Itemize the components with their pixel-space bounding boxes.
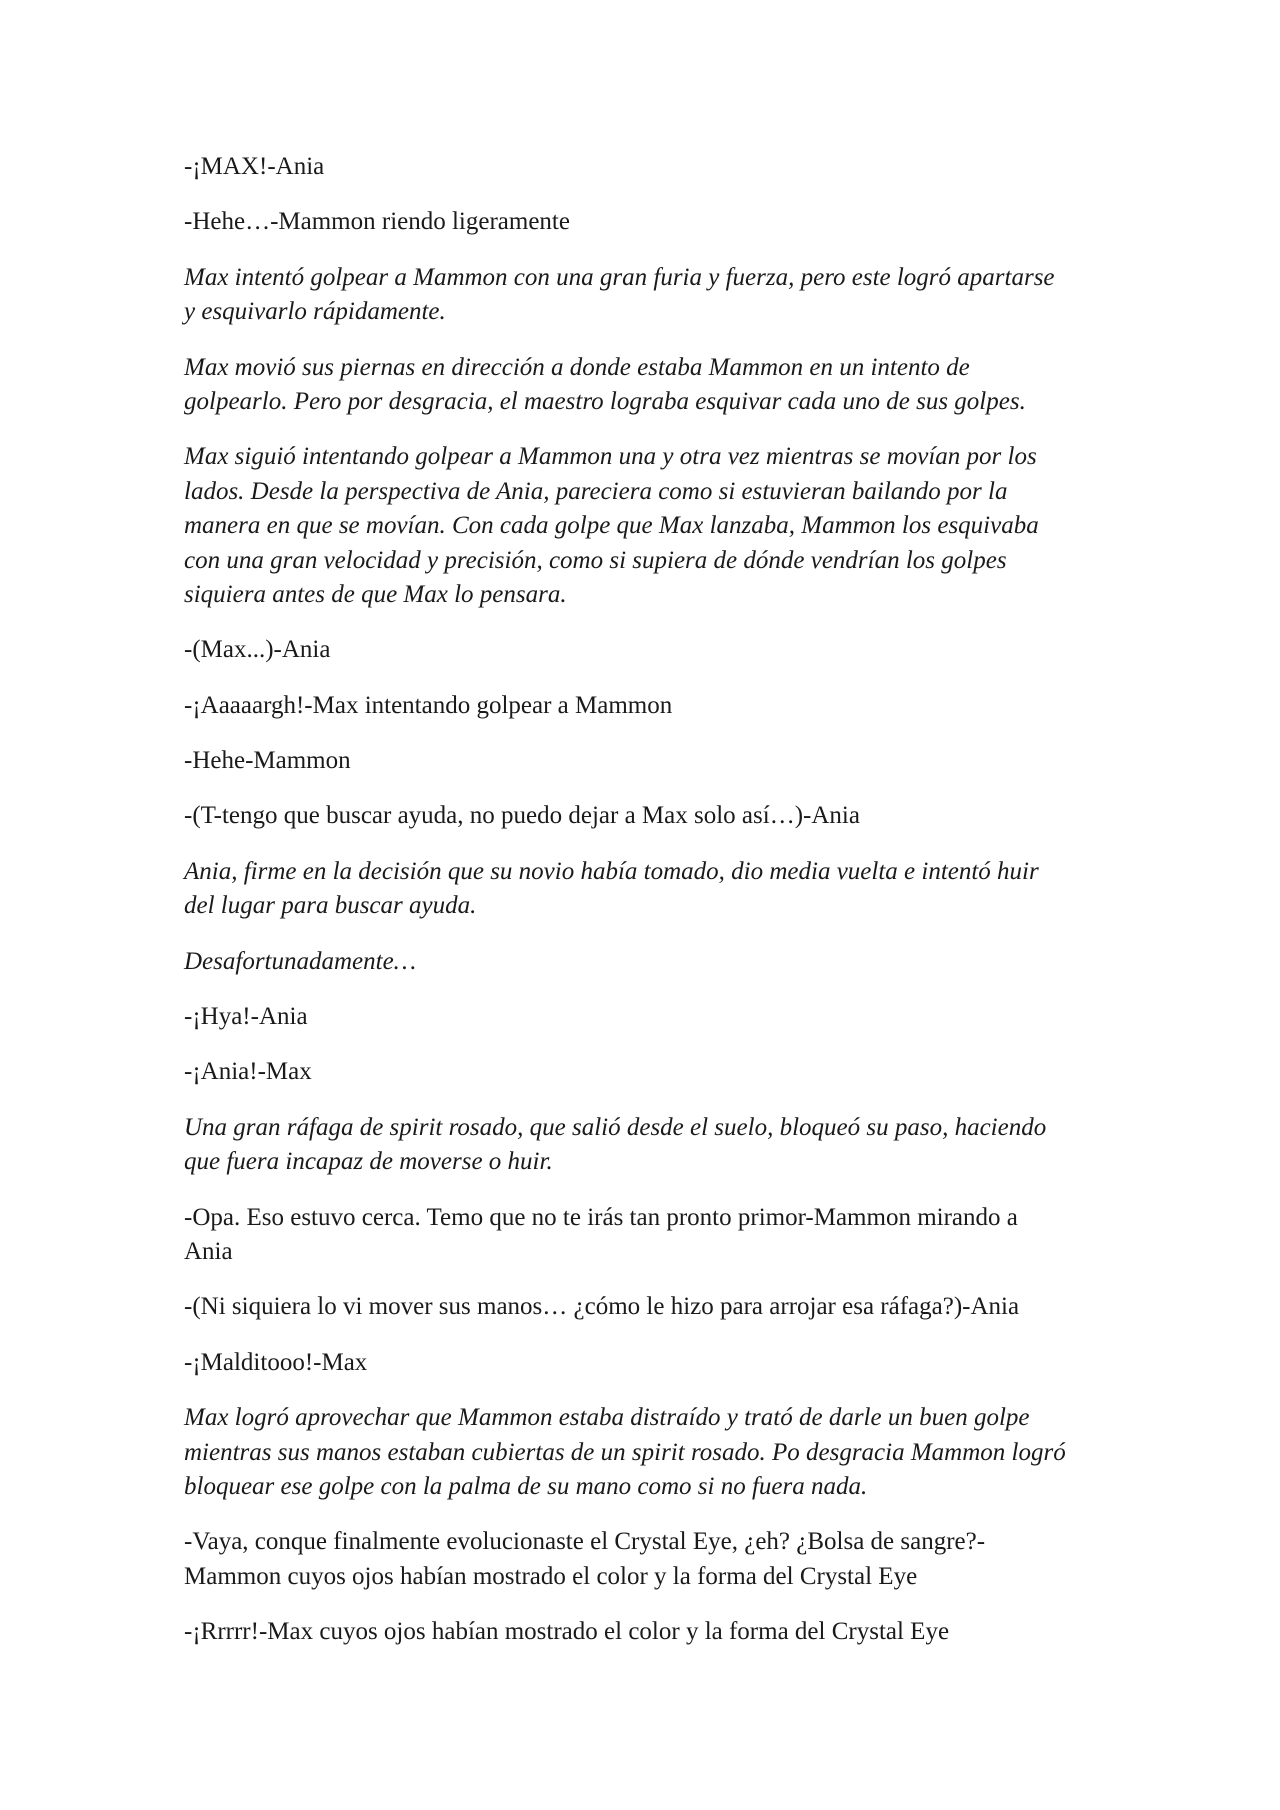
narration-paragraph (184, 440, 1114, 612)
text-line: Ania (184, 1237, 233, 1265)
text-line: con una gran velocidad y precisión, como si supiera de dónde vendrían los golpes (184, 546, 1007, 574)
dialogue-paragraph (184, 1525, 1114, 1594)
dialogue-paragraph (184, 1055, 1114, 1089)
dialogue-paragraph (184, 1000, 1114, 1034)
text-line: siquiera antes de que Max lo pensara. (184, 580, 567, 608)
text-line: Ania, firme en la decisión que su novio había tomado, dio media vuelta e intentó huir (184, 857, 1039, 885)
text-line: -Hehe…-Mammon riendo ligeramente (184, 208, 570, 236)
dialogue-paragraph (184, 799, 1114, 833)
dialogue-paragraph (184, 1201, 1114, 1270)
text-line: -¡Hya!-Ania (184, 1003, 308, 1031)
text-line: -Opa. Eso estuvo cerca. Temo que no te irás tan pronto primor-Mammon mirando a (184, 1203, 1018, 1231)
narration-paragraph (184, 945, 1114, 979)
text-line: Una gran ráfaga de spirit rosado, que salió desde el suelo, bloqueó su paso, haciendo (184, 1113, 1047, 1141)
dialogue-paragraph (184, 205, 1114, 239)
document-page (184, 150, 1114, 1671)
text-line: -Hehe-Mammon (184, 747, 351, 775)
text-line: que fuera incapaz de moverse o huir. (184, 1148, 553, 1176)
dialogue-paragraph (184, 633, 1114, 667)
text-line: Max logró aprovechar que Mammon estaba distraído y trató de darle un buen golpe (184, 1404, 1030, 1432)
text-line: -¡Rrrrr!-Max cuyos ojos habían mostrado el color y la forma del Crystal Eye (184, 1618, 950, 1646)
text-line: bloquear ese golpe con la palma de su mano como si no fuera nada. (184, 1472, 868, 1500)
text-line: -¡Aaaaargh!-Max intentando golpear a Mammon (184, 691, 673, 719)
text-line: golpearlo. Pero por desgracia, el maestro lograba esquivar cada uno de sus golpes. (184, 387, 1026, 415)
narration-paragraph (184, 855, 1114, 924)
dialogue-paragraph (184, 1346, 1114, 1380)
text-line: Max siguió intentando golpear a Mammon una y otra vez mientras se movían por los (184, 443, 1037, 471)
dialogue-paragraph (184, 689, 1114, 723)
text-line: Desafortunadamente… (184, 947, 416, 975)
text-line: -¡Ania!-Max (184, 1058, 312, 1086)
text-line: -¡MAX!-Ania (184, 153, 325, 180)
text-line: -(Max...)-Ania (184, 636, 331, 664)
text-line: y esquivarlo rápidamente. (184, 298, 446, 326)
text-line: manera en que se movían. Con cada golpe que Max lanzaba, Mammon los esquivaba (184, 512, 1039, 540)
narration-paragraph (184, 1111, 1114, 1180)
text-line: -Vaya, conque finalmente evolucionaste el Crystal Eye, ¿eh? ¿Bolsa de sangre?- (184, 1528, 986, 1556)
text-line: -¡Malditooo!-Max (184, 1348, 368, 1376)
dialogue-paragraph (184, 1290, 1114, 1324)
text-line: Mammon cuyos ojos habían mostrado el color y la forma del Crystal Eye (184, 1562, 918, 1590)
text-line: -(T-tengo que buscar ayuda, no puedo dejar a Max solo así…)-Ania (184, 802, 860, 830)
text-line: -(Ni siquiera lo vi mover sus manos… ¿cómo le hizo para arrojar esa ráfaga?)-Ania (184, 1293, 1020, 1321)
dialogue-paragraph (184, 1615, 1114, 1649)
dialogue-paragraph (184, 744, 1114, 778)
dialogue-paragraph (184, 150, 1114, 184)
narration-paragraph (184, 1401, 1114, 1504)
text-line: Max intentó golpear a Mammon con una gran furia y fuerza, pero este logró apartarse (184, 263, 1055, 291)
narration-paragraph (184, 261, 1114, 330)
text-line: Max movió sus piernas en dirección a donde estaba Mammon en un intento de (184, 353, 970, 381)
text-line: lados. Desde la perspectiva de Ania, pareciera como si estuvieran bailando por la (184, 477, 1008, 505)
text-line: mientras sus manos estaban cubiertas de un spirit rosado. Po desgracia Mammon logró (184, 1438, 1066, 1466)
text-line: del lugar para buscar ayuda. (184, 892, 477, 920)
narration-paragraph (184, 351, 1114, 420)
